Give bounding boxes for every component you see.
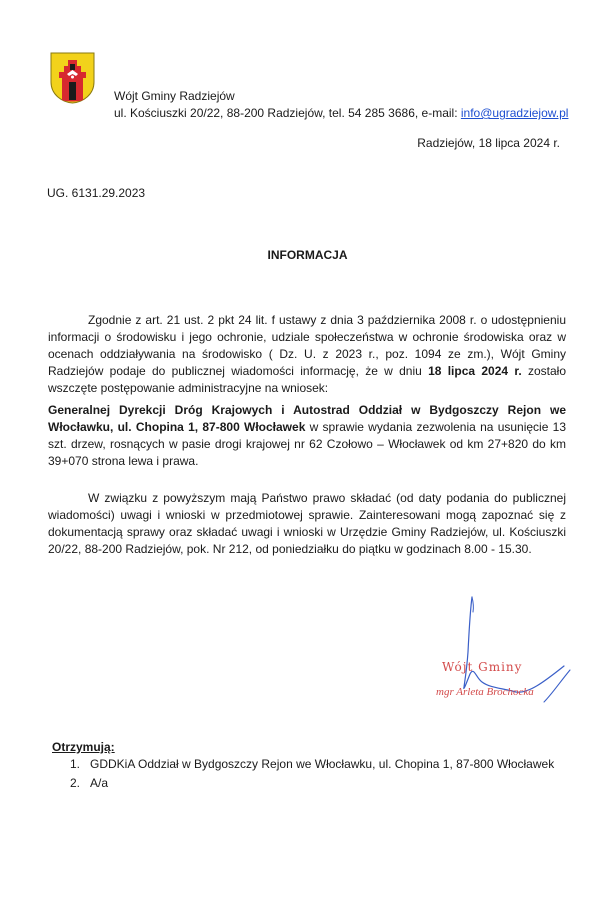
bold-date: 18 lipca 2024 r. <box>428 364 522 378</box>
signature-stamp-title: Wójt Gminy <box>442 660 523 674</box>
email-link[interactable]: info@ugradziejow.pl <box>460 106 569 120</box>
list-number: 1. <box>69 757 80 771</box>
paragraph-rights: W związku z powyższym mają Państwo prawo składać (od daty podania do publicznej wiadomości) uwagi i wnioski w przedmiotowej sprawie. Zainteresowani mogą zapoznać się z dokumentacją sprawy oraz składać uwagi i wnioski w Urzędzie Gminy Radziejów, ul. Kościuszki 20/22, 88-200 Radziejów, pok. Nr 212, od poniedziałku do piątku w godzinach 8.00 - 15.30. <box>48 491 566 556</box>
list-item <box>52 755 554 774</box>
list-text: A/a <box>90 776 109 790</box>
coat-of-arms-icon <box>50 52 95 104</box>
address-text: ul. Kościuszki 20/22, 88-200 Radziejów, tel. 54 285 3686, e-mail: <box>114 106 461 120</box>
list-item <box>52 774 554 793</box>
applicant-name: Generalnej Dyrekcji Dróg Krajowych i Autostrad Oddział w Bydgoszczy Rejon we Włocławku, ul. Chopina 1, 87-800 Włocławek <box>48 403 566 434</box>
office-address <box>114 105 568 122</box>
paragraph-legal-basis <box>48 312 566 397</box>
list-number: 2. <box>69 776 80 790</box>
handwritten-signature <box>424 592 584 722</box>
reference-number: UG. 6131.29.2023 <box>47 186 146 200</box>
list-text: GDDKiA Oddział w Bydgoszczy Rejon we Włocławku, ul. Chopina 1, 87-800 Włocławek <box>90 757 555 771</box>
paragraph-text: w sprawie wydania zezwolenia na usunięcie 13 szt. drzew, rosnących w pasie drogi krajowej nr 62 Czołowo – Włocławek od km 27+820 do km 39+070 strona lewa i prawa. <box>48 420 566 468</box>
paragraph-applicant <box>48 402 566 470</box>
signature-stamp-name: mgr Arleta Brochocka <box>436 686 534 698</box>
paragraph-text: zostało wszczęte postępowanie administracyjne na wniosek: <box>48 364 566 395</box>
paragraph-text: Zgodnie z art. 21 ust. 2 pkt 24 lit. f ustawy z dnia 3 października 2008 r. o udostępnieniu informacji o środowisku i jego ochronie, udziale społeczeństwa w ochronie środowiska oraz w ocenach oddziaływania na środowisko ( Dz. U. z 2023 r., poz. 1094 ze zm.), Wójt Gminy Radziejów podaje do publicznej wiadomości informację, że w dniu <box>48 313 566 378</box>
recipients-heading: Otrzymują: <box>52 740 115 754</box>
document-title: INFORMACJA <box>267 248 348 262</box>
recipients-list <box>52 755 554 793</box>
document-date: Radziejów, 18 lipca 2024 r. <box>417 136 560 150</box>
office-name: Wójt Gminy Radziejów <box>114 89 235 103</box>
